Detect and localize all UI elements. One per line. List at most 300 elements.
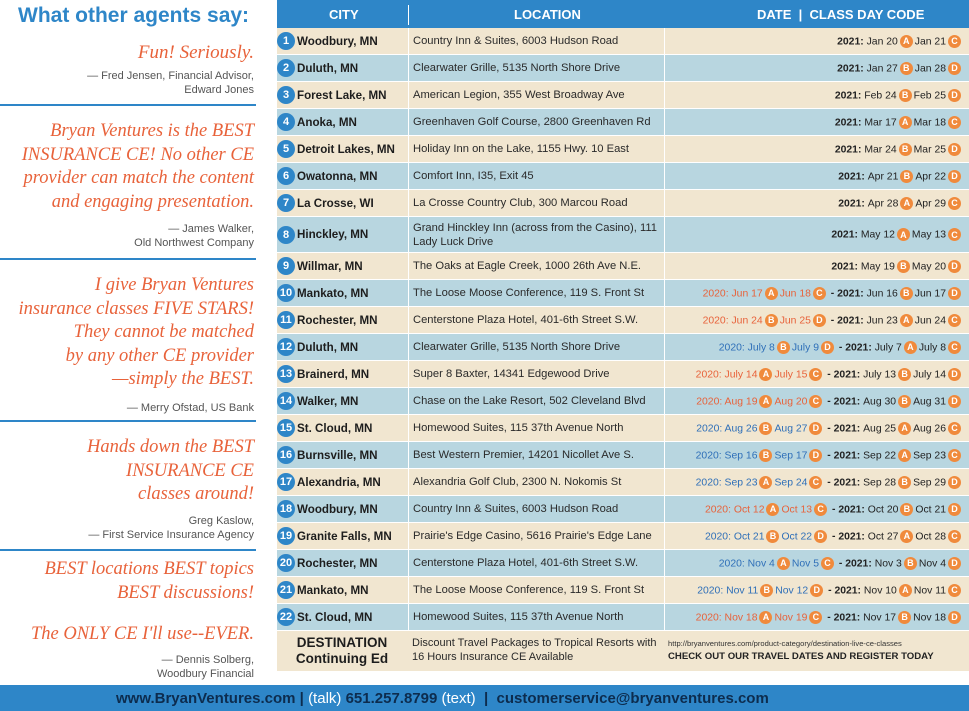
location-cell: Greenhaven Golf Course, 2800 Greenhaven Rd (408, 109, 663, 135)
date-2021 (838, 170, 963, 183)
class-day-code-badge: B (898, 395, 911, 408)
date-separator: - (829, 530, 839, 542)
class-day-code-badge: C (948, 584, 961, 597)
date-text: 2020: Sep 23 (695, 476, 758, 488)
class-day-code-badge: C (809, 395, 822, 408)
location-cell: Homewood Suites, 115 37th Avenue North (408, 604, 663, 630)
city-cell (277, 604, 407, 630)
table-row (277, 469, 969, 496)
quote-3-line: insurance classes FIVE STARS! (18, 298, 254, 319)
class-day-code-badge: B (898, 611, 911, 624)
class-day-code-badge: A (900, 197, 913, 210)
class-day-code-badge: D (948, 260, 961, 273)
location-cell: Super 8 Baxter, 14341 Edgewood Drive (408, 361, 663, 387)
city-cell (277, 163, 407, 189)
date-2021 (835, 143, 963, 156)
date-text: Jan 28 (914, 62, 946, 74)
date-text: Jun 24 (914, 314, 946, 326)
date-text: 2021: (833, 476, 861, 488)
date-text: Mar 24 (864, 143, 897, 155)
date-text: Apr 21 (867, 170, 899, 182)
quote-3-line: I give Bryan Ventures (94, 275, 254, 295)
date-text: 2020: July 14 (695, 368, 758, 380)
destination-title-line2: Continuing Ed (295, 651, 389, 666)
city-name: Alexandria, MN (297, 475, 381, 489)
class-day-code-badge: D (948, 62, 961, 75)
city-cell (277, 388, 407, 414)
date-cell (664, 550, 969, 576)
class-day-code-badge: C (809, 611, 822, 624)
date-2021 (837, 62, 963, 75)
date-2021 (837, 35, 963, 48)
destination-title-line1: DESTINATION (296, 635, 388, 650)
date-2020 (696, 422, 824, 435)
date-text: 2021: (845, 557, 872, 569)
date-cell (664, 217, 969, 252)
header-divider (408, 5, 409, 25)
date-2021 (834, 395, 963, 408)
date-text: Nov 5 (791, 557, 819, 569)
date-separator: - (824, 395, 834, 407)
quote-1-author-line2: Edward Jones (184, 84, 254, 96)
date-text: Oct 21 (915, 503, 946, 515)
quote-2-author-line2: Old Northwest Company (134, 237, 254, 249)
location-cell: Best Western Premier, 14201 Nicollet Ave S. (408, 442, 663, 468)
date-separator: - (824, 476, 834, 488)
footer-bar (0, 685, 969, 711)
divider (0, 258, 256, 260)
class-day-code-badge: D (948, 395, 961, 408)
date-2021 (834, 422, 963, 435)
date-2020 (696, 395, 824, 408)
city-name: Anoka, MN (297, 115, 357, 129)
location-cell: Country Inn & Suites, 6003 Hudson Road (408, 496, 663, 522)
table-row (277, 415, 969, 442)
quote-5-line: BEST discussions! (117, 582, 254, 603)
quote-4-line: INSURANCE CE (126, 460, 254, 481)
date-text: Nov 3 (874, 557, 902, 569)
class-day-code-badge: D (948, 287, 961, 300)
table-row (277, 28, 969, 55)
city-cell (277, 442, 407, 468)
quote-3-line: —simply the BEST. (112, 369, 254, 389)
quote-4-line: classes around! (138, 484, 254, 504)
schedule-table (277, 0, 969, 671)
date-separator: - (825, 584, 835, 596)
row-number-badge: 19 (277, 527, 295, 545)
date-text: May 20 (911, 260, 946, 272)
date-text: Jan 27 (866, 62, 898, 74)
class-day-code-badge: B (904, 557, 917, 570)
row-number-badge: 9 (277, 257, 295, 275)
date-2021 (845, 557, 963, 570)
footer-website[interactable]: www.BryanVentures.com (116, 689, 296, 707)
date-2021 (837, 287, 963, 300)
class-day-code-badge: D (948, 143, 961, 156)
class-day-code-badge: A (765, 287, 778, 300)
class-day-code-badge: A (759, 476, 772, 489)
destination-title (277, 635, 407, 667)
date-2021 (835, 116, 963, 129)
class-day-code-badge: A (904, 341, 917, 354)
class-day-code-badge: A (899, 584, 912, 597)
row-number-badge: 1 (277, 32, 295, 50)
row-number-badge: 18 (277, 500, 295, 518)
date-text: May 19 (860, 260, 895, 272)
date-cell (664, 496, 969, 522)
date-text: Nov 12 (775, 584, 809, 596)
quote-1: Fun! Seriously. (137, 42, 254, 63)
quote-3-author-line1: — Merry Ofstad, US Bank (126, 402, 254, 414)
class-day-code-badge: C (948, 530, 961, 543)
class-day-code-badge: B (899, 89, 912, 102)
class-day-code-badge: D (948, 557, 961, 570)
date-text: 2021: (837, 287, 864, 299)
location-cell: Homewood Suites, 115 37th Avenue North (408, 415, 663, 441)
city-name: Walker, MN (297, 394, 359, 408)
date-text: Jan 21 (914, 35, 946, 47)
city-name: Willmar, MN (297, 259, 363, 273)
class-day-code-badge: B (759, 449, 772, 462)
date-text: Aug 25 (863, 422, 897, 434)
quote-6-author-line1: — Dennis Solberg, (161, 654, 254, 666)
class-day-code-badge: D (813, 314, 826, 327)
table-row (277, 136, 969, 163)
class-day-code-badge: A (777, 557, 790, 570)
class-day-code-badge: A (898, 449, 911, 462)
divider (0, 420, 256, 422)
city-name: La Crosse, WI (297, 196, 374, 210)
table-row (277, 604, 969, 631)
quote-4-author-line1: Greg Kaslow, (188, 515, 254, 527)
date-cell (664, 361, 969, 387)
date-text: Jan 20 (866, 35, 898, 47)
class-day-code-badge: D (821, 341, 834, 354)
quote-3-line: They cannot be matched (73, 322, 254, 342)
row-number-badge: 5 (277, 140, 295, 158)
footer-separator: | (475, 689, 497, 707)
class-day-code-badge: B (760, 584, 773, 597)
date-text: July 15 (774, 368, 808, 380)
location-cell: Clearwater Grille, 5135 North Shore Drive (408, 334, 663, 360)
date-2020 (697, 584, 825, 597)
row-number-badge: 22 (277, 608, 295, 626)
date-text: Nov 10 (863, 584, 897, 596)
city-name: Mankato, MN (297, 583, 369, 597)
date-text: July 13 (863, 368, 897, 380)
class-day-code-badge: B (898, 476, 911, 489)
date-text: 2020: Sep 16 (695, 449, 758, 461)
date-2021 (845, 341, 963, 354)
table-row (277, 190, 969, 217)
date-text: Nov 19 (774, 611, 808, 623)
class-day-code-badge: B (899, 143, 912, 156)
city-cell (277, 28, 407, 54)
date-separator: - (835, 341, 846, 353)
class-day-code-badge: B (765, 314, 778, 327)
city-name: Detroit Lakes, MN (297, 142, 395, 156)
header-date: DATE | CLASS DAY CODE (757, 7, 925, 22)
destination-cta[interactable]: CHECK OUT OUR TRAVEL DATES AND REGISTER TODAY (668, 651, 934, 662)
date-text: Jun 23 (866, 314, 898, 326)
date-text: Oct 22 (781, 530, 813, 542)
row-number-badge: 8 (277, 226, 295, 244)
date-text: 2020: Jun 17 (702, 287, 763, 299)
table-header (277, 0, 969, 28)
date-2020 (719, 341, 836, 354)
date-2021 (834, 611, 963, 624)
testimonials-heading: What other agents say: (18, 4, 250, 27)
date-2021 (838, 530, 963, 543)
footer-separator: | (295, 689, 309, 707)
row-number-badge: 13 (277, 365, 295, 383)
table-row (277, 442, 969, 469)
city-name: Woodbury, MN (297, 34, 378, 48)
footer-email[interactable]: customerservice@bryanventures.com (496, 689, 769, 707)
class-day-code-badge: D (948, 503, 961, 516)
location-cell: The Loose Moose Conference, 119 S. Front St (408, 577, 663, 603)
date-text: 2020: Jun 24 (702, 314, 763, 326)
date-2021 (831, 260, 963, 273)
city-cell (277, 523, 407, 549)
table-body (277, 28, 969, 631)
row-number-badge: 21 (277, 581, 295, 599)
quote-4-author-line2: — First Service Insurance Agency (88, 529, 254, 541)
class-day-code-badge: C (948, 197, 961, 210)
class-day-code-badge: D (948, 476, 961, 489)
row-number-badge: 7 (277, 194, 295, 212)
date-text: Oct 13 (781, 503, 813, 515)
row-number-badge: 11 (277, 311, 295, 329)
date-text: July 7 (874, 341, 902, 353)
quote-2-line: provider can match the content (23, 168, 254, 188)
date-text: July 8 (918, 341, 946, 353)
date-text: Feb 24 (864, 89, 897, 101)
date-2020 (696, 611, 825, 624)
class-day-code-badge: D (810, 584, 823, 597)
city-name: Woodbury, MN (297, 502, 378, 516)
city-cell (277, 469, 407, 495)
location-cell: American Legion, 355 West Broadway Ave (408, 82, 663, 108)
quote-2 (22, 120, 254, 214)
date-separator: - (824, 611, 834, 623)
date-text: 2021: (838, 503, 865, 515)
class-day-code-badge: D (948, 170, 961, 183)
date-text: Aug 20 (774, 395, 808, 407)
date-cell (664, 190, 969, 216)
footer-text-label: (text) (441, 689, 476, 707)
date-2020 (696, 368, 825, 381)
date-2021 (834, 584, 963, 597)
date-text: Sep 22 (863, 449, 897, 461)
testimonials-column (0, 0, 262, 685)
date-2021 (831, 228, 963, 241)
date-cell (664, 55, 969, 81)
date-cell (664, 415, 969, 441)
quote-2-line: and engaging presentation. (51, 191, 254, 212)
date-text: Jun 18 (779, 287, 811, 299)
class-day-code-badge: A (759, 368, 772, 381)
destination-url[interactable]: http://bryanventures.com/product-category/destination-live-ce-classes (668, 639, 902, 648)
class-day-code-badge: A (759, 611, 772, 624)
date-text: July 14 (913, 368, 946, 380)
city-name: Owatonna, MN (297, 169, 378, 183)
class-day-code-badge: C (948, 116, 961, 129)
date-text: Nov 17 (863, 611, 897, 623)
date-2021 (834, 368, 963, 381)
class-day-code-badge: D (948, 611, 961, 624)
class-day-code-badge: A (900, 35, 913, 48)
table-row (277, 253, 969, 280)
date-2021 (837, 314, 963, 327)
class-day-code-badge: B (777, 341, 790, 354)
city-cell (277, 550, 407, 576)
date-cell (664, 28, 969, 54)
class-day-code-badge: A (897, 228, 910, 241)
row-number-badge: 20 (277, 554, 295, 572)
date-text: Apr 29 (915, 197, 946, 209)
date-text: 2021: (831, 260, 858, 272)
date-text: 2020: Aug 26 (696, 422, 758, 434)
date-text: 2021: (833, 395, 861, 407)
date-2021 (834, 476, 963, 489)
quote-1-author-line1: — Fred Jensen, Financial Advisor, (87, 70, 254, 82)
date-2021 (838, 503, 963, 516)
date-separator: - (835, 557, 846, 569)
date-text: 2021: (834, 89, 862, 101)
city-name: Burnsville, MN (297, 448, 378, 462)
row-number-badge: 15 (277, 419, 295, 437)
location-cell: Chase on the Lake Resort, 502 Cleveland Blvd (408, 388, 663, 414)
date-text: 2021: (834, 116, 862, 128)
date-text: Nov 11 (913, 584, 946, 596)
date-text: 2021: (838, 197, 865, 209)
date-text: Aug 31 (913, 395, 946, 407)
footer-talk-label: (talk) (308, 689, 342, 707)
quote-3-line: by any other CE provider (65, 345, 254, 366)
date-text: Sep 17 (774, 449, 808, 461)
city-name: Rochester, MN (297, 556, 378, 570)
date-2020 (719, 557, 836, 570)
class-day-code-badge: A (759, 395, 772, 408)
location-cell: Alexandria Golf Club, 2300 N. Nokomis St (408, 469, 663, 495)
table-row (277, 334, 969, 361)
class-day-code-badge: C (948, 314, 961, 327)
class-day-code-badge: D (809, 422, 822, 435)
class-day-code-badge: C (814, 503, 827, 516)
table-row (277, 109, 969, 136)
class-day-code-badge: B (900, 62, 913, 75)
date-2020 (696, 449, 825, 462)
divider (0, 104, 256, 106)
class-day-code-badge: C (809, 368, 822, 381)
date-separator: - (827, 314, 838, 326)
class-day-code-badge: A (899, 116, 912, 129)
date-cell (664, 307, 969, 333)
footer-phone[interactable]: 651.257.8799 (341, 689, 442, 707)
city-name: Duluth, MN (297, 61, 359, 75)
class-day-code-badge: B (898, 368, 911, 381)
date-text: May 13 (911, 229, 946, 241)
date-text: Mar 17 (864, 116, 897, 128)
date-cell (664, 577, 969, 603)
date-cell (664, 109, 969, 135)
city-cell (277, 136, 407, 162)
date-2021 (838, 197, 963, 210)
city-name: Rochester, MN (297, 313, 378, 327)
row-number-badge: 16 (277, 446, 295, 464)
class-day-code-badge: D (814, 530, 827, 543)
date-text: Oct 28 (915, 530, 946, 542)
row-number-badge: 10 (277, 284, 295, 302)
date-text: 2020: Nov 11 (697, 584, 759, 596)
date-cell (664, 253, 969, 279)
class-day-code-badge: B (766, 530, 779, 543)
quote-5-line: BEST locations BEST topics (44, 559, 254, 579)
city-cell (277, 577, 407, 603)
table-row (277, 361, 969, 388)
date-text: July 9 (791, 341, 819, 353)
header-location: LOCATION (514, 7, 581, 22)
date-text: Apr 22 (915, 170, 946, 182)
date-text: Oct 27 (867, 530, 899, 542)
date-text: Jun 16 (866, 287, 898, 299)
date-separator: - (824, 449, 834, 461)
city-cell (277, 415, 407, 441)
city-cell (277, 280, 407, 306)
date-cell (664, 280, 969, 306)
date-cell (664, 442, 969, 468)
table-row (277, 550, 969, 577)
class-day-code-badge: A (766, 503, 779, 516)
class-day-code-badge: B (759, 422, 772, 435)
location-cell: Prairie's Edge Casino, 5616 Prairie's Edge Lane (408, 523, 663, 549)
quote-4 (87, 436, 254, 507)
class-day-code-badge: B (900, 287, 913, 300)
date-text: 2020: Aug 19 (696, 395, 758, 407)
row-number-badge: 12 (277, 338, 295, 356)
class-day-code-badge: A (898, 422, 911, 435)
date-cell (664, 604, 969, 630)
city-cell (277, 253, 407, 279)
location-cell: Grand Hinckley Inn (across from the Casino), 111 Lady Luck Drive (408, 217, 663, 252)
quote-6: The ONLY CE I'll use--EVER. (30, 624, 254, 644)
date-cell (664, 388, 969, 414)
date-text: Nov 4 (918, 557, 946, 569)
date-text: Mar 25 (913, 143, 946, 155)
class-day-code-badge: C (948, 228, 961, 241)
date-2020 (703, 287, 828, 300)
date-text: Nov 18 (913, 611, 946, 623)
quote-2-line: INSURANCE CE! No other CE (21, 144, 254, 165)
date-text: Jun 17 (914, 287, 946, 299)
city-name: St. Cloud, MN (297, 421, 373, 435)
quote-3 (19, 274, 255, 392)
date-text: 2021: (837, 62, 864, 74)
city-name: Hinckley, MN (297, 228, 369, 241)
class-day-code-badge: C (821, 557, 834, 570)
table-row (277, 82, 969, 109)
date-2020 (705, 530, 829, 543)
class-day-code-badge: C (813, 287, 826, 300)
date-separator: - (824, 422, 834, 434)
date-text: Mar 18 (913, 116, 946, 128)
date-cell (664, 136, 969, 162)
date-text: 2021: (833, 368, 861, 380)
location-cell: Country Inn & Suites, 6003 Hudson Road (408, 28, 663, 54)
location-cell: Clearwater Grille, 5135 North Shore Drive (408, 55, 663, 81)
date-text: 2021: (833, 422, 861, 434)
